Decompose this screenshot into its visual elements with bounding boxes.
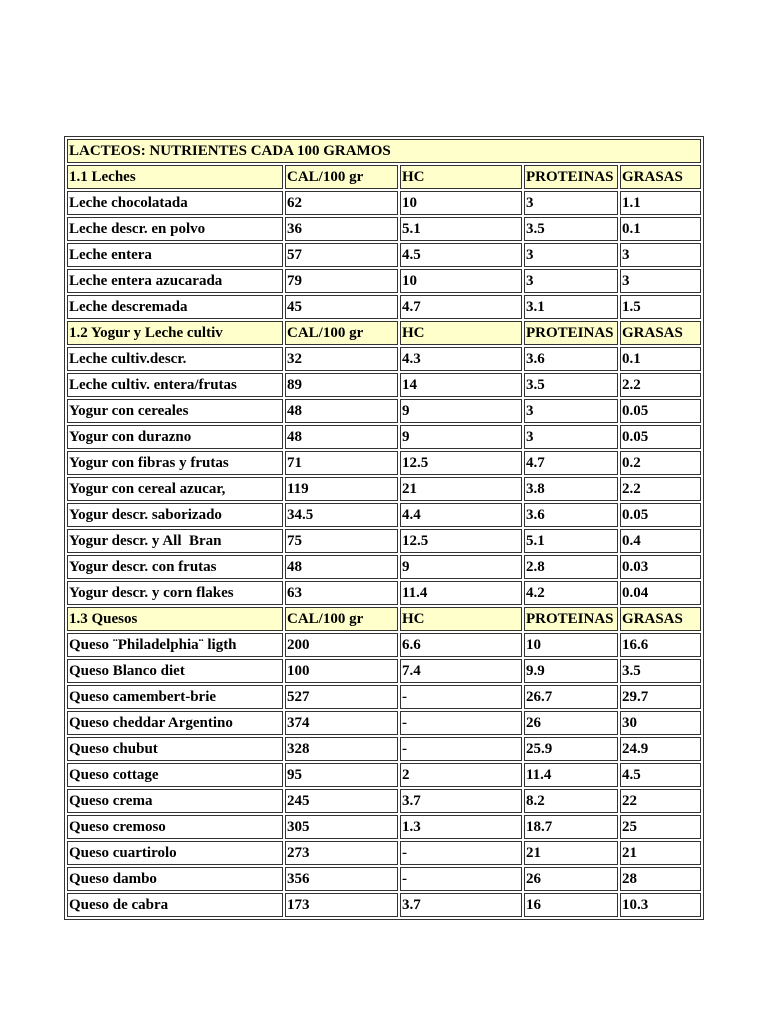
table-row bbox=[67, 347, 701, 371]
hc-cell: 1.3 bbox=[400, 815, 522, 839]
food-name-cell: Queso dambo bbox=[67, 867, 283, 891]
table-row bbox=[67, 191, 701, 215]
grasas-cell: 3 bbox=[620, 269, 701, 293]
food-name-cell: Queso cheddar Argentino bbox=[67, 711, 283, 735]
food-name-cell: Queso crema bbox=[67, 789, 283, 813]
grasas-cell: 0.2 bbox=[620, 451, 701, 475]
food-name-cell: Leche chocolatada bbox=[67, 191, 283, 215]
food-name-cell: Yogur con fibras y frutas bbox=[67, 451, 283, 475]
section-header-row bbox=[67, 321, 701, 345]
proteinas-cell: 4.2 bbox=[524, 581, 618, 605]
proteinas-header-cell: PROTEINAS bbox=[524, 607, 618, 631]
table-row bbox=[67, 555, 701, 579]
food-name-cell: Yogur con cereal azucar, bbox=[67, 477, 283, 501]
grasas-header-cell: GRASAS bbox=[620, 607, 701, 631]
grasas-cell: 3.5 bbox=[620, 659, 701, 683]
proteinas-cell: 3 bbox=[524, 191, 618, 215]
section-title-cell: 1.1 Leches bbox=[67, 165, 283, 189]
table-row bbox=[67, 763, 701, 787]
proteinas-cell: 3 bbox=[524, 425, 618, 449]
grasas-cell: 2.2 bbox=[620, 477, 701, 501]
hc-cell: 9 bbox=[400, 399, 522, 423]
food-name-cell: Queso cottage bbox=[67, 763, 283, 787]
proteinas-cell: 3 bbox=[524, 399, 618, 423]
table-row bbox=[67, 867, 701, 891]
grasas-cell: 4.5 bbox=[620, 763, 701, 787]
cal-header-cell: CAL/100 gr bbox=[285, 165, 398, 189]
hc-cell: 6.6 bbox=[400, 633, 522, 657]
food-name-cell: Leche cultiv.descr. bbox=[67, 347, 283, 371]
grasas-cell: 1.5 bbox=[620, 295, 701, 319]
hc-cell: 10 bbox=[400, 269, 522, 293]
proteinas-cell: 18.7 bbox=[524, 815, 618, 839]
calories-cell: 62 bbox=[285, 191, 398, 215]
grasas-cell: 0.05 bbox=[620, 399, 701, 423]
calories-cell: 527 bbox=[285, 685, 398, 709]
cal-header-cell: CAL/100 gr bbox=[285, 607, 398, 631]
hc-cell: 14 bbox=[400, 373, 522, 397]
grasas-cell: 29.7 bbox=[620, 685, 701, 709]
table-title-row bbox=[67, 139, 701, 163]
food-name-cell: Queso camembert-brie bbox=[67, 685, 283, 709]
hc-cell: - bbox=[400, 685, 522, 709]
proteinas-cell: 2.8 bbox=[524, 555, 618, 579]
calories-cell: 95 bbox=[285, 763, 398, 787]
food-name-cell: Yogur descr. saborizado bbox=[67, 503, 283, 527]
nutrient-table bbox=[64, 136, 704, 920]
section-title-cell: 1.3 Quesos bbox=[67, 607, 283, 631]
proteinas-cell: 26.7 bbox=[524, 685, 618, 709]
food-name-cell: Leche descremada bbox=[67, 295, 283, 319]
food-name-cell: Yogur descr. con frutas bbox=[67, 555, 283, 579]
table-row bbox=[67, 685, 701, 709]
proteinas-cell: 3.6 bbox=[524, 347, 618, 371]
proteinas-header-cell: PROTEINAS bbox=[524, 165, 618, 189]
hc-header-cell: HC bbox=[400, 607, 522, 631]
grasas-cell: 0.05 bbox=[620, 503, 701, 527]
food-name-cell: Queso Blanco diet bbox=[67, 659, 283, 683]
calories-cell: 36 bbox=[285, 217, 398, 241]
calories-cell: 34.5 bbox=[285, 503, 398, 527]
calories-cell: 48 bbox=[285, 399, 398, 423]
table-row bbox=[67, 217, 701, 241]
food-name-cell: Yogur con durazno bbox=[67, 425, 283, 449]
table-row bbox=[67, 529, 701, 553]
hc-cell: 3.7 bbox=[400, 789, 522, 813]
hc-cell: 3.7 bbox=[400, 893, 522, 917]
hc-cell: - bbox=[400, 841, 522, 865]
food-name-cell: Yogur descr. y corn flakes bbox=[67, 581, 283, 605]
proteinas-cell: 3.5 bbox=[524, 217, 618, 241]
proteinas-cell: 21 bbox=[524, 841, 618, 865]
proteinas-cell: 26 bbox=[524, 711, 618, 735]
grasas-header-cell: GRASAS bbox=[620, 321, 701, 345]
hc-cell: 9 bbox=[400, 425, 522, 449]
proteinas-cell: 5.1 bbox=[524, 529, 618, 553]
hc-cell: 4.3 bbox=[400, 347, 522, 371]
table-row bbox=[67, 815, 701, 839]
grasas-cell: 3 bbox=[620, 243, 701, 267]
proteinas-cell: 3 bbox=[524, 243, 618, 267]
grasas-cell: 0.1 bbox=[620, 217, 701, 241]
proteinas-cell: 3.5 bbox=[524, 373, 618, 397]
table-row bbox=[67, 581, 701, 605]
calories-cell: 48 bbox=[285, 425, 398, 449]
hc-cell: 9 bbox=[400, 555, 522, 579]
hc-cell: 5.1 bbox=[400, 217, 522, 241]
grasas-cell: 22 bbox=[620, 789, 701, 813]
calories-cell: 356 bbox=[285, 867, 398, 891]
food-name-cell: Leche descr. en polvo bbox=[67, 217, 283, 241]
grasas-cell: 21 bbox=[620, 841, 701, 865]
food-name-cell: Leche cultiv. entera/frutas bbox=[67, 373, 283, 397]
section-title-cell: 1.2 Yogur y Leche cultiv bbox=[67, 321, 283, 345]
table-row bbox=[67, 633, 701, 657]
table-row bbox=[67, 711, 701, 735]
grasas-cell: 16.6 bbox=[620, 633, 701, 657]
grasas-cell: 0.1 bbox=[620, 347, 701, 371]
proteinas-cell: 11.4 bbox=[524, 763, 618, 787]
hc-cell: 7.4 bbox=[400, 659, 522, 683]
table-row bbox=[67, 425, 701, 449]
table-title: LACTEOS: NUTRIENTES CADA 100 GRAMOS bbox=[67, 139, 701, 163]
grasas-cell: 10.3 bbox=[620, 893, 701, 917]
table-row bbox=[67, 789, 701, 813]
hc-cell: 21 bbox=[400, 477, 522, 501]
table-row bbox=[67, 451, 701, 475]
calories-cell: 245 bbox=[285, 789, 398, 813]
grasas-cell: 0.03 bbox=[620, 555, 701, 579]
table-row bbox=[67, 659, 701, 683]
table-row bbox=[67, 737, 701, 761]
proteinas-cell: 25.9 bbox=[524, 737, 618, 761]
hc-cell: 4.5 bbox=[400, 243, 522, 267]
hc-cell: - bbox=[400, 867, 522, 891]
grasas-cell: 24.9 bbox=[620, 737, 701, 761]
table-row bbox=[67, 243, 701, 267]
food-name-cell: Leche entera azucarada bbox=[67, 269, 283, 293]
calories-cell: 57 bbox=[285, 243, 398, 267]
hc-cell: 4.7 bbox=[400, 295, 522, 319]
calories-cell: 63 bbox=[285, 581, 398, 605]
proteinas-cell: 16 bbox=[524, 893, 618, 917]
hc-cell: 12.5 bbox=[400, 451, 522, 475]
calories-cell: 119 bbox=[285, 477, 398, 501]
table-row bbox=[67, 269, 701, 293]
food-name-cell: Queso de cabra bbox=[67, 893, 283, 917]
calories-cell: 173 bbox=[285, 893, 398, 917]
proteinas-cell: 3.1 bbox=[524, 295, 618, 319]
food-name-cell: Queso ¨Philadelphia¨ ligth bbox=[67, 633, 283, 657]
proteinas-cell: 8.2 bbox=[524, 789, 618, 813]
table-row bbox=[67, 893, 701, 917]
grasas-header-cell: GRASAS bbox=[620, 165, 701, 189]
table-row bbox=[67, 373, 701, 397]
calories-cell: 328 bbox=[285, 737, 398, 761]
hc-cell: - bbox=[400, 711, 522, 735]
grasas-cell: 0.05 bbox=[620, 425, 701, 449]
food-name-cell: Yogur con cereales bbox=[67, 399, 283, 423]
calories-cell: 200 bbox=[285, 633, 398, 657]
calories-cell: 305 bbox=[285, 815, 398, 839]
grasas-cell: 1.1 bbox=[620, 191, 701, 215]
grasas-cell: 25 bbox=[620, 815, 701, 839]
grasas-cell: 0.04 bbox=[620, 581, 701, 605]
calories-cell: 75 bbox=[285, 529, 398, 553]
section-header-row bbox=[67, 607, 701, 631]
proteinas-cell: 9.9 bbox=[524, 659, 618, 683]
hc-cell: 10 bbox=[400, 191, 522, 215]
food-name-cell: Queso cremoso bbox=[67, 815, 283, 839]
proteinas-cell: 3.8 bbox=[524, 477, 618, 501]
calories-cell: 32 bbox=[285, 347, 398, 371]
proteinas-header-cell: PROTEINAS bbox=[524, 321, 618, 345]
calories-cell: 79 bbox=[285, 269, 398, 293]
calories-cell: 48 bbox=[285, 555, 398, 579]
cal-header-cell: CAL/100 gr bbox=[285, 321, 398, 345]
food-name-cell: Queso chubut bbox=[67, 737, 283, 761]
section-header-row bbox=[67, 165, 701, 189]
table-row bbox=[67, 399, 701, 423]
calories-cell: 374 bbox=[285, 711, 398, 735]
proteinas-cell: 26 bbox=[524, 867, 618, 891]
proteinas-cell: 10 bbox=[524, 633, 618, 657]
proteinas-cell: 3.6 bbox=[524, 503, 618, 527]
proteinas-cell: 4.7 bbox=[524, 451, 618, 475]
calories-cell: 89 bbox=[285, 373, 398, 397]
food-name-cell: Leche entera bbox=[67, 243, 283, 267]
table-row bbox=[67, 477, 701, 501]
proteinas-cell: 3 bbox=[524, 269, 618, 293]
food-name-cell: Queso cuartirolo bbox=[67, 841, 283, 865]
calories-cell: 71 bbox=[285, 451, 398, 475]
grasas-cell: 2.2 bbox=[620, 373, 701, 397]
food-name-cell: Yogur descr. y All Bran bbox=[67, 529, 283, 553]
grasas-cell: 30 bbox=[620, 711, 701, 735]
grasas-cell: 28 bbox=[620, 867, 701, 891]
grasas-cell: 0.4 bbox=[620, 529, 701, 553]
table-row bbox=[67, 503, 701, 527]
hc-cell: 4.4 bbox=[400, 503, 522, 527]
calories-cell: 273 bbox=[285, 841, 398, 865]
hc-header-cell: HC bbox=[400, 321, 522, 345]
calories-cell: 45 bbox=[285, 295, 398, 319]
hc-cell: 12.5 bbox=[400, 529, 522, 553]
table-row bbox=[67, 841, 701, 865]
calories-cell: 100 bbox=[285, 659, 398, 683]
table-row bbox=[67, 295, 701, 319]
hc-cell: 2 bbox=[400, 763, 522, 787]
hc-cell: - bbox=[400, 737, 522, 761]
hc-header-cell: HC bbox=[400, 165, 522, 189]
hc-cell: 11.4 bbox=[400, 581, 522, 605]
